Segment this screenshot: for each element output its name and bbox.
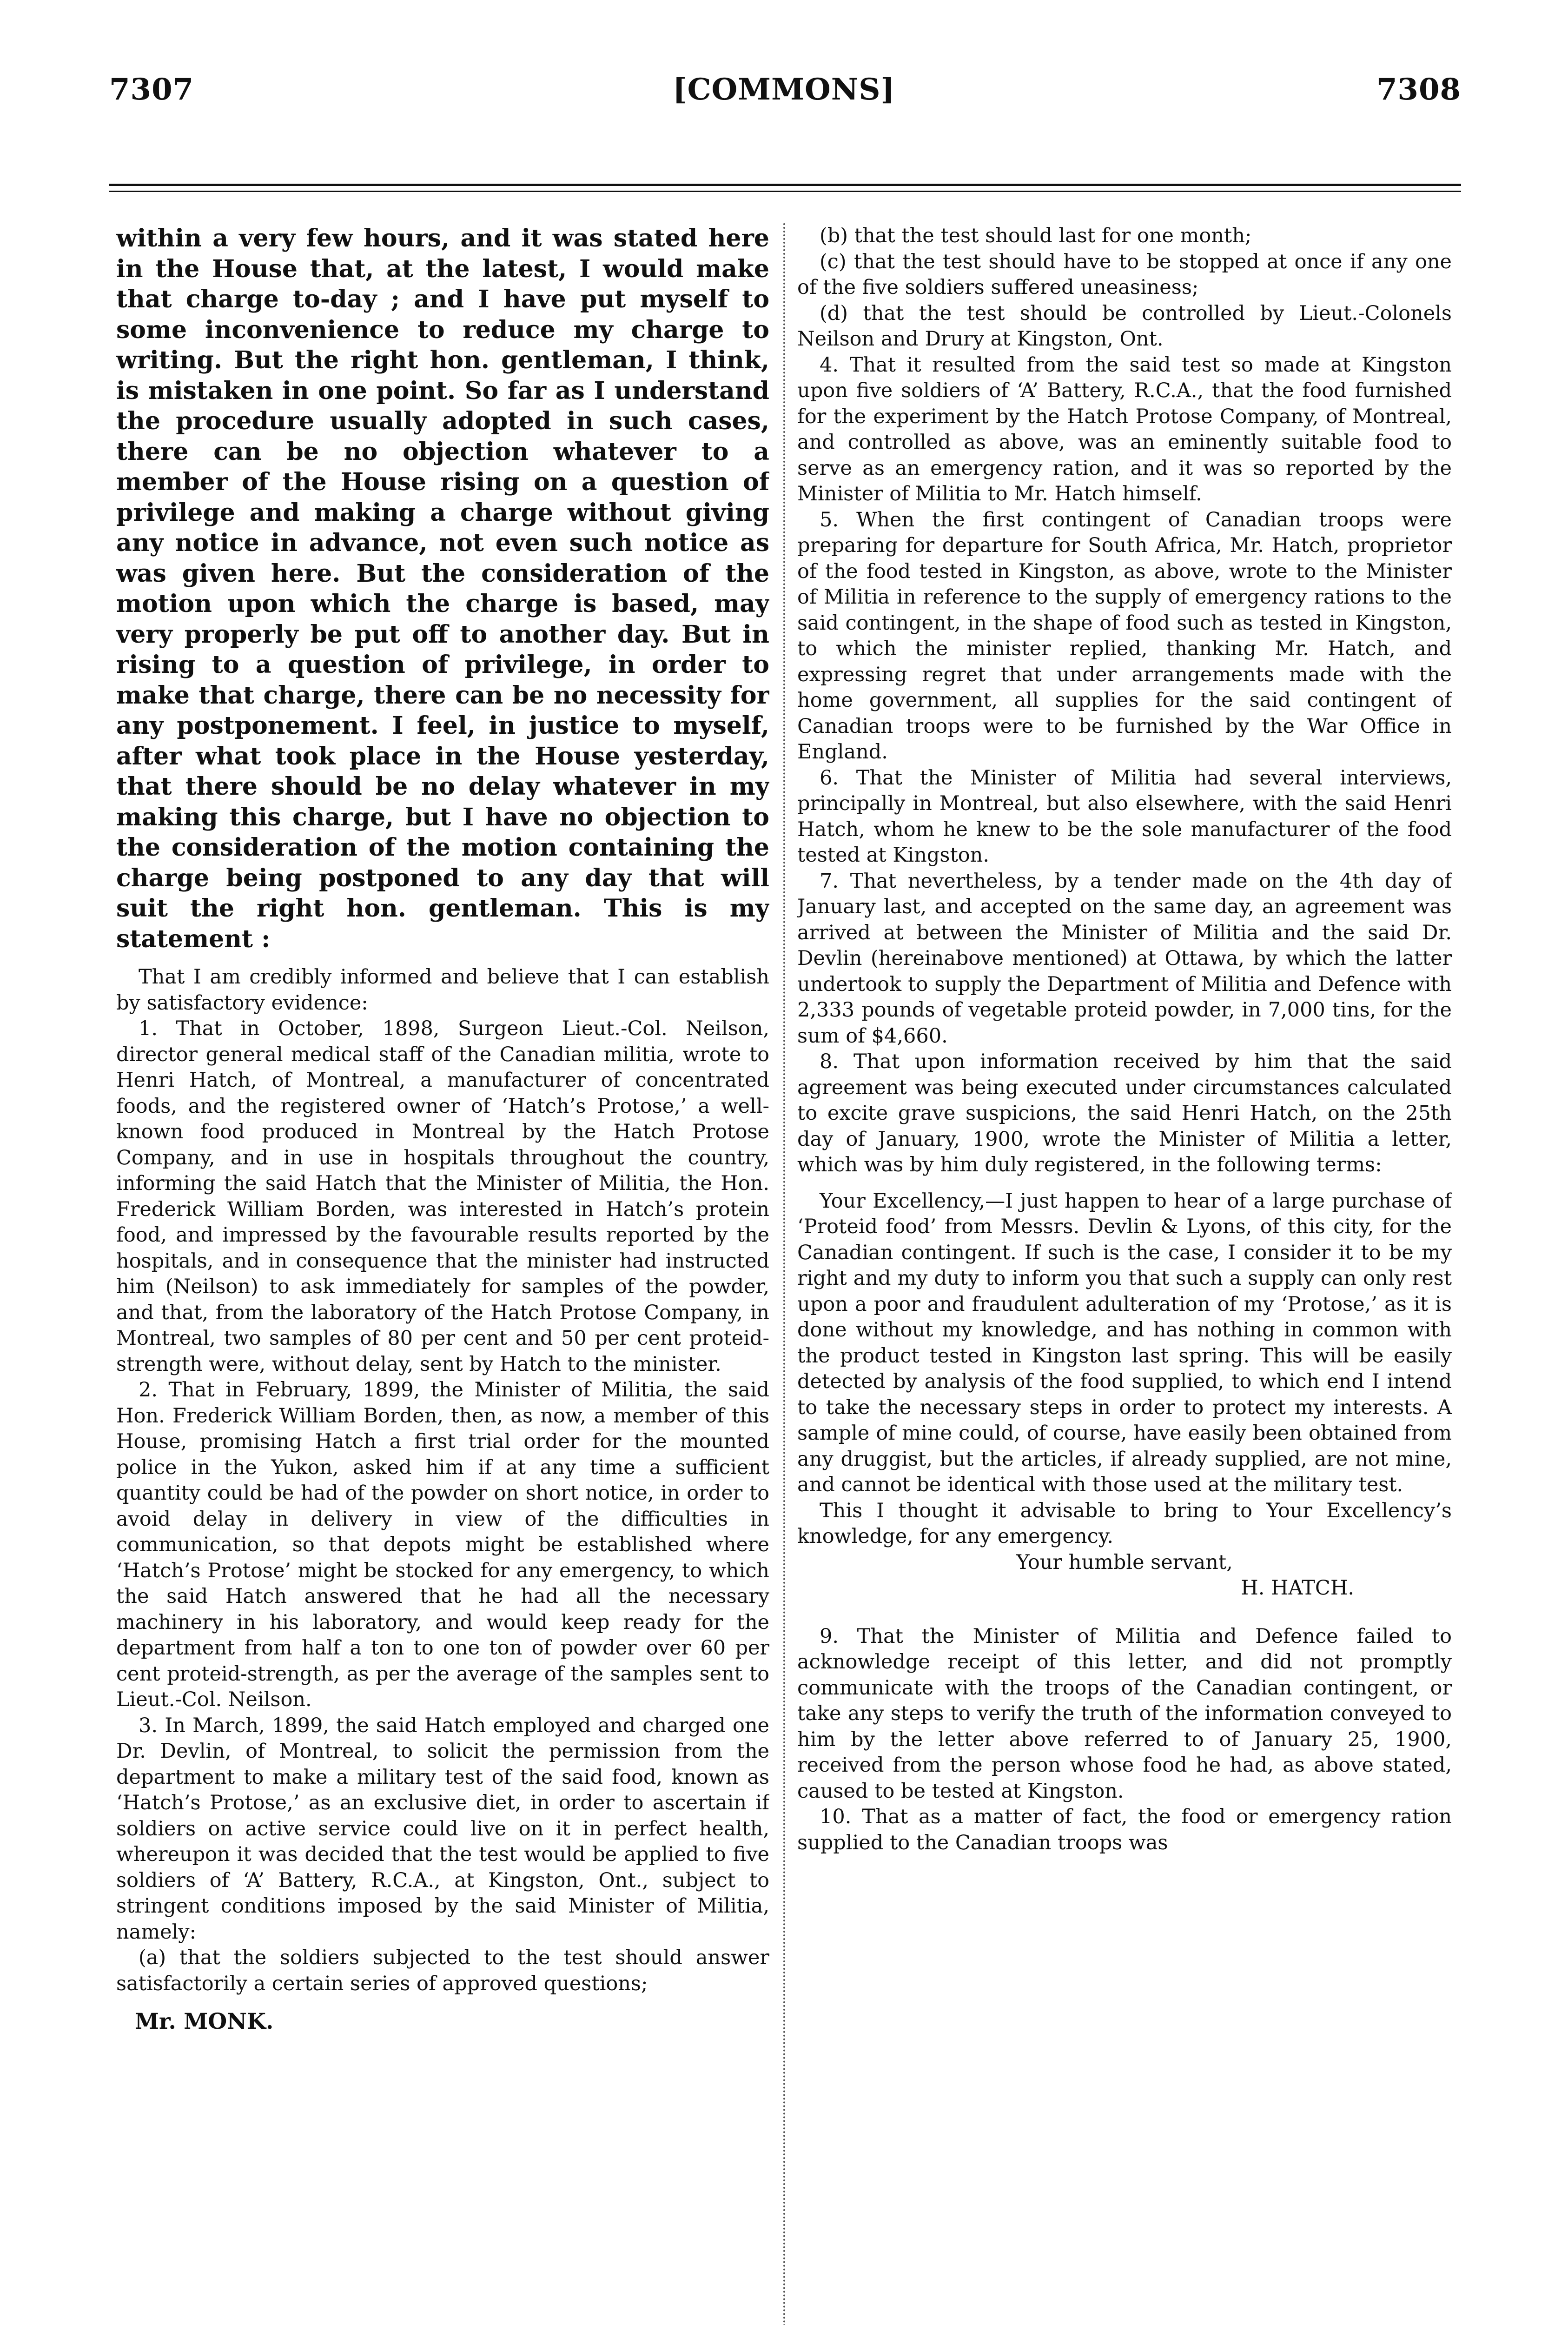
letter-paragraph-2: This I thought it advisable to bring to Your Excellency’s knowledge, for any emergency.: [797, 1499, 1452, 1548]
header-rule-thick: [109, 184, 1461, 186]
statement-item-1: 1. That in October, 1898, Surgeon Lieut.-Col. Neilson, director general medical staff of the Canadian militia, wrote to Henri Hatch, of Montreal, a manufacturer of concentrated foods, and the registered owner of ‘Hatch’s Protose,’ a well-known food produced in Montreal by the Hatch Protose Company, and in use in hospitals throughout the country, informing the said Hatch that the Minister of Militia, the Hon. Frederick William Borden, was interested in Hatch’s protein food, and impressed by the favourable results reported by the hospitals, and in consequence that the minister had instructed him (Neilson) to ask immediately for samples of the powder, and that, from the laboratory of the Hatch Protose Company, in Montreal, two samples of 80 per cent and 50 per cent proteid-strength were, without delay, sent by Hatch to the minister.: [116, 1017, 769, 1376]
page-header-title: [COMMONS]: [673, 72, 895, 107]
statement-item-4: 4. That it resulted from the said test so made at Kingston upon five soldiers of ‘A’ Battery, R.C.A., that the food furnished for the experiment by the Hatch Protose Company, of Montreal, and controlled as above, was an eminently suitable food to serve as an emergency ration, and it was so reported by the Minister of Militia to Mr. Hatch himself.: [797, 353, 1452, 505]
statement-item-8: 8. That upon information received by him that the said agreement was being executed under circumstances calculated to excite grave suspicions, the said Henri Hatch, on the 25th day of January, 1900, wrote the Minister of Militia a letter, which was by him duly registered, in the following terms:: [797, 1050, 1452, 1176]
letter-signature: H. HATCH.: [1241, 1576, 1354, 1600]
statement-item-3c: (c) that the test should have to be stopped at once if any one of the five soldiers suffered uneasiness;: [797, 250, 1452, 299]
statement-item-3d: (d) that the test should be controlled by Lieut.-Colonels Neilson and Drury at Kingston, Ont.: [797, 301, 1452, 351]
letter-closing: Your humble servant,: [1016, 1550, 1233, 1574]
left-column: [116, 223, 769, 2325]
letter-paragraph-1: Your Excellency,—I just happen to hear of a large purchase of ‘Proteid food’ from Messrs. Devlin & Lyons, of this city, for the Canadian contingent. If such is the case, I consider it to be my right and my duty to inform you that such a supply can only rest upon a poor and fraudulent adulteration of my ‘Protose,’ as it is done without my knowledge, and has nothing in common with the product tested in Kingston last spring. This will be easily detected by analysis of the food supplied, to which end I intend to take the necessary steps in order to protect my interests. A sample of mine could, of course, have easily been obtained from any druggist, but the articles, if already supplied, are not mine, and cannot be identical with those used at the military test.: [797, 1189, 1452, 1496]
statement-item-7: 7. That nevertheless, by a tender made on the 4th day of January last, and accepted on the same day, an agreement was arrived at between the Minister of Militia and the said Dr. Devlin (hereinabove mentioned) at Ottawa, by which the latter undertook to supply the Department of Militia and Defence with 2,333 pounds of vegetable proteid powder, in 7,000 tins, for the sum of $4,660.: [797, 869, 1452, 1048]
page-number-right: 7308: [1376, 72, 1461, 107]
statement-item-3a: (a) that the soldiers subjected to the test should answer satisfactorily a certain series of approved questions;: [116, 1946, 769, 1995]
statement-item-9: 9. That the Minister of Militia and Defence failed to acknowledge receipt of this letter, and did not promptly communicate with the troops of the Canadian contingent, or take any steps to verify the truth of the information conveyed to him by the letter above referred to of January 25, 1900, received from the person whose food he had, as above stated, caused to be tested at Kingston.: [797, 1624, 1452, 1803]
column-divider: [783, 223, 785, 2325]
statement-item-3b: (b) that the test should last for one month;: [820, 224, 1252, 247]
right-column: [797, 223, 1452, 2325]
statement-item-6: 6. That the Minister of Militia had several interviews, principally in Montreal, but also elsewhere, with the said Henri Hatch, whom he knew to be the sole manufacturer of the food tested at Kingston.: [797, 766, 1452, 867]
page-number-left: 7307: [109, 72, 194, 107]
statement-item-5: 5. When the first contingent of Canadian troops were preparing for departure for South Africa, Mr. Hatch, proprietor of the food tested in Kingston, as above, wrote to the Minister of Militia in reference to the supply of emergency rations to the said contingent, in the shape of food such as tested in Kingston, to which the minister replied, thanking Mr. Hatch, and expressing regret that under arrangements made with the home government, all supplies for the said contingent of Canadian troops were to be furnished by the War Office in England.: [797, 508, 1452, 764]
speaker-footer: Mr. MONK.: [135, 2009, 274, 2034]
statement-item-2: 2. That in February, 1899, the Minister of Militia, the said Hon. Frederick William Borden, then, as now, a member of this House, promising Hatch a first trial order for the mounted police in the Yukon, asked him if at any time a sufficient quantity could be had of the powder on short notice, in order to avoid delay in delivery in view of the difficulties in communication, so that depots might be established where ‘Hatch’s Protose’ might be stocked for any emergency, to which the said Hatch answered that he had all the necessary machinery in his laboratory, and would keep ready for the department from half a ton to one ton of powder over 60 per cent proteid-strength, as per the average of the samples sent to Lieut.-Col. Neilson.: [116, 1378, 769, 1711]
header-rule-thin: [109, 191, 1461, 192]
statement-item-3: 3. In March, 1899, the said Hatch employed and charged one Dr. Devlin, of Montreal, to solicit the permission from the department to make a military test of the said food, known as ‘Hatch’s Protose,’ as an exclusive diet, in order to ascertain if soldiers on active service could live on it in perfect health, whereupon it was decided that the test would be applied to five soldiers of ‘A’ Battery, R.C.A., at Kingston, Ont., subject to stringent conditions imposed by the said Minister of Militia, namely:: [116, 1714, 769, 1944]
statement-intro: That I am credibly informed and believe that I can establish by satisfactory evidence:: [116, 965, 769, 1015]
statement-item-10: 10. That as a matter of fact, the food or emergency ration supplied to the Canadian troops was: [797, 1805, 1452, 1854]
speech-intro: within a very few hours, and it was stated here in the House that, at the latest, I would make that charge to-day ; and I have put myself to some inconvenience to reduce my charge to writing. But the right hon. gentleman, I think, is mistaken in one point. So far as I understand the procedure usually adopted in such cases, there can be no objection whatever to a member of the House rising on a question of privilege and making a charge without giving any notice in advance, not even such notice as was given here. But the consideration of the motion upon which the charge is based, may very properly be put off to another day. But in rising to a question of privilege, in order to make that charge, there can be no necessity for any postponement. I feel, in justice to myself, after what took place in the House yesterday, that there should be no delay whatever in my making this charge, but I have no objection to the consideration of the motion containing the charge being postponed to any day that will suit the right hon. gentleman. This is my statement :: [116, 224, 769, 953]
